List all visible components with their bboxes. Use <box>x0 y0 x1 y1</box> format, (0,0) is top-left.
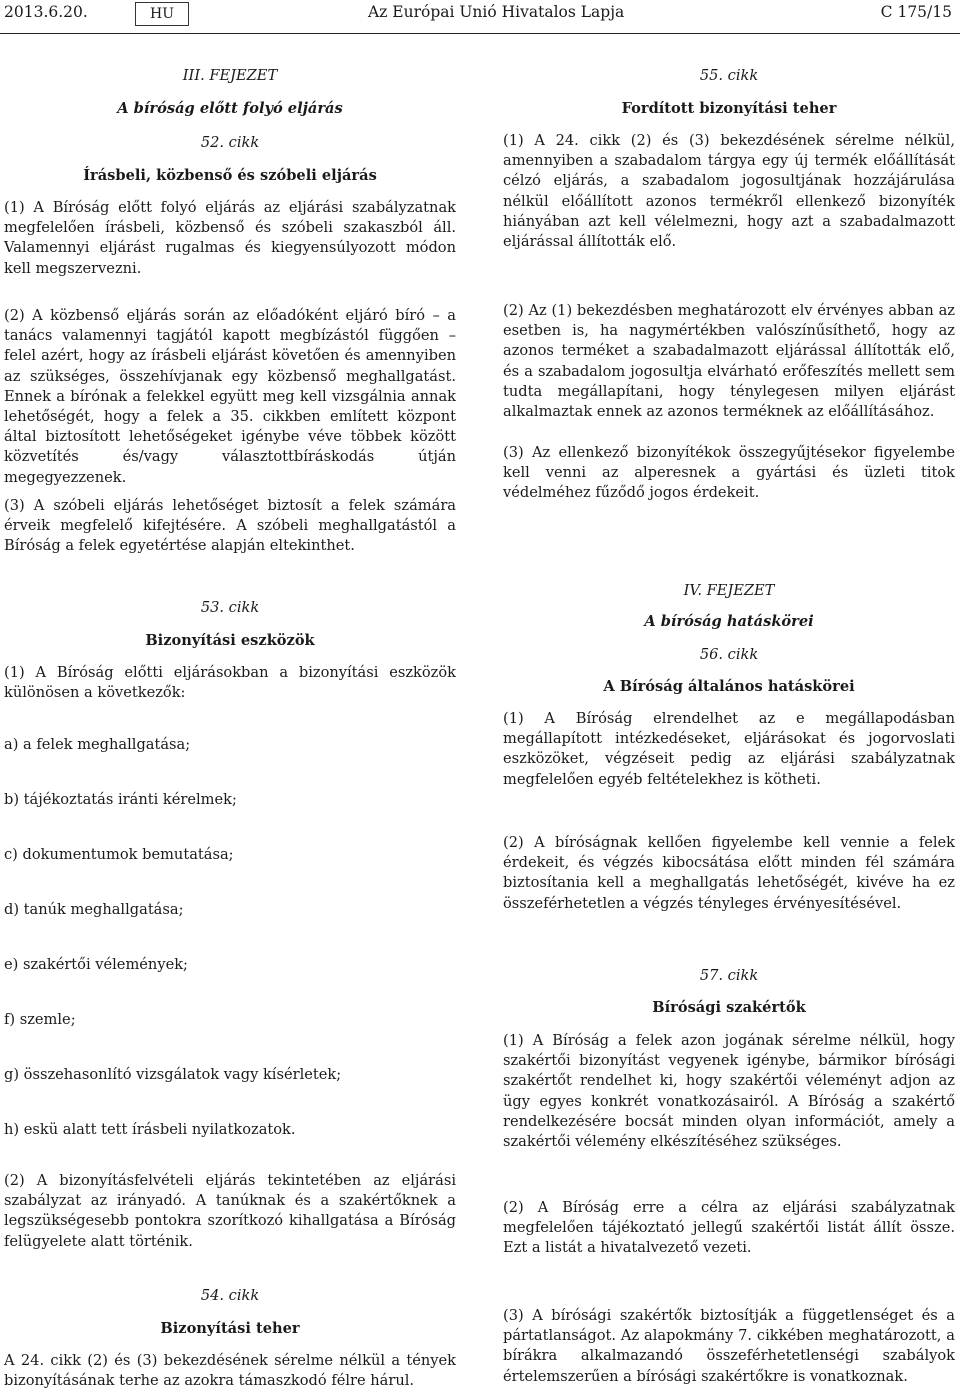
article-57-paragraph-1: (1) A Bíróság a felek azon jogának sérelme nélkül, hogy szakértői bizonyítást vegyenek igénybe, bármikor bírósági szakértőt rendelhet ki, hogy szakértői véleményt adjon az ügy egyes konkrét vonatkozásairól. A Bíróság a szakértő rendelkezésére bocsát minden olyan információt, amely a szakértői vélemény elkészítéséhez szükséges. <box>503 1032 955 1151</box>
article-55-number: 55. cikk <box>699 67 759 84</box>
list-item-e: e) szakértői vélemények; <box>4 956 188 973</box>
article-53-number: 53. cikk <box>200 599 260 616</box>
language-badge: HU <box>135 2 189 26</box>
chapter-4-title: A bíróság hatáskörei <box>644 613 814 630</box>
header-rule <box>0 33 960 34</box>
article-52-paragraph-2: (2) A közbenső eljárás során az előadóként eljáró bíró – a tanács valamennyi tagjától kapott megbízástól függően – felel azért, hogy az írásbeli eljárást követően és amennyiben az szükséges, összehívjanak egy közbenső meghallgatást. Ennek a bírónak a felekkel együtt meg kell vizsgálnia annak lehetőségét, hogy a felek a 35. cikkben említett központ által biztosított lehetőségeket igénybe véve többek között közvetítés és/vagy választottbíráskodás útján megegyezzenek. <box>4 307 456 486</box>
journal-title: Az Európai Unió Hivatalos Lapja <box>368 3 625 21</box>
issue-date: 2013.6.20. <box>4 3 88 21</box>
article-55-paragraph-2: (2) Az (1) bekezdésben meghatározott elv érvényes abban az esetben is, ha nagymértékben valószínűsíthető, hogy az azonos terméket a szabadalmazott eljárással állították elő, és a szabadalom jogosultja elvárható erőfeszítés mellett sem tudta megállapítani, hogy ténylegesen milyen eljárást alkalmaztak ennek az azonos terméknek az előállításához. <box>503 302 955 421</box>
article-57-paragraph-3: (3) A bírósági szakértők biztosítják a függetlenséget és a pártatlanságot. Az alapokmány 7. cikkében meghatározott, a bírákra alkalmazandó összeférhetetlenségi szabályok értelemszerűen a bírósági szakértőkre is vonatkoznak. <box>503 1307 955 1385</box>
article-55-title: Fordított bizonyítási teher <box>621 100 837 117</box>
article-54-paragraph-1: A 24. cikk (2) és (3) bekezdésének sérelme nélkül a tények bizonyításának terhe az azokra támaszkodó félre hárul. <box>4 1352 456 1390</box>
article-52-title: Írásbeli, közbenső és szóbeli eljárás <box>83 167 377 184</box>
article-54-title: Bizonyítási teher <box>160 1320 300 1337</box>
article-55-paragraph-1: (1) A 24. cikk (2) és (3) bekezdésének sérelme nélkül, amennyiben a szabadalom tárgya egy új termék előállítását célzó eljárás, a szabadalom jogosultjának hozzájárulása nélkül előállított azonos termékről ellenkező bizonyíték hiányában azt kell vélelmezni, hogy azt a szabadalmazott eljárással állították elő. <box>503 132 955 251</box>
article-56-number: 56. cikk <box>699 646 759 663</box>
article-57-paragraph-2: (2) A Bíróság erre a célra az eljárási szabályzatnak megfelelően tájékoztató jellegű szakértői listát állít össze. Ezt a listát a hivatalvezető vezeti. <box>503 1199 955 1257</box>
article-56-paragraph-1: (1) A Bíróság elrendelhet az e megállapodásban megállapított intézkedéseket, eljárásokat és jogorvoslati eszközöket, végzéseit pedig az eljárási szabályzatnak megfelelően egyéb feltételekhez is kötheti. <box>503 710 955 788</box>
list-item-f: f) szemle; <box>4 1011 76 1028</box>
article-56-title: A Bíróság általános hatáskörei <box>603 678 855 695</box>
article-57-number: 57. cikk <box>699 967 759 984</box>
list-item-c: c) dokumentumok bemutatása; <box>4 846 234 863</box>
article-53-title: Bizonyítási eszközök <box>145 632 315 649</box>
article-52-paragraph-3: (3) A szóbeli eljárás lehetőséget biztosít a felek számára érveik megfelelő kifejtésére. A szóbeli meghallgatástól a Bíróság a felek egyetértése alapján eltekinthet. <box>4 497 456 555</box>
article-52-paragraph-1: (1) A Bíróság előtt folyó eljárás az eljárási szabályzatnak megfelelően írásbeli, közbenső és szóbeli szakaszból áll. Valamennyi eljárást rugalmas és kiegyensúlyozott módon kell megszervezni. <box>4 199 456 277</box>
article-53-paragraph-2: (2) A bizonyításfelvételi eljárás tekintetében az eljárási szabályzat az irányadó. A tanúknak és a szakértőknek a legszükségesebb pontokra szorítkozó kihallgatása a Bíróság felügyelete alatt történik. <box>4 1172 456 1250</box>
page-reference: C 175/15 <box>880 3 952 21</box>
article-56-paragraph-2: (2) A bíróságnak kellően figyelembe kell vennie a felek érdekeit, és végzés kibocsátása előtt minden fél számára biztosítania kell a meghallgatás lehetőségét, kivéve ha ez összeférhetetlen a végzés tényleges érvényesítésével. <box>503 834 955 912</box>
chapter-4-heading: IV. FEJEZET <box>683 582 775 599</box>
article-52-number: 52. cikk <box>200 134 260 151</box>
journal-header <box>0 0 960 36</box>
article-57-title: Bírósági szakértők <box>652 999 806 1016</box>
list-item-d: d) tanúk meghallgatása; <box>4 901 184 918</box>
article-53-paragraph-1: (1) A Bíróság előtti eljárásokban a bizonyítási eszközök különösen a következők: <box>4 664 456 702</box>
article-54-number: 54. cikk <box>200 1287 260 1304</box>
article-55-paragraph-3: (3) Az ellenkező bizonyítékok összegyűjtésekor figyelembe kell venni az alperesnek a gyártási és üzleti titok védelméhez fűződő jogos érdekeit. <box>503 444 955 502</box>
chapter-heading: III. FEJEZET <box>182 67 278 84</box>
list-item-b: b) tájékoztatás iránti kérelmek; <box>4 791 237 808</box>
list-item-h: h) eskü alatt tett írásbeli nyilatkozatok. <box>4 1121 296 1138</box>
list-item-g: g) összehasonlító vizsgálatok vagy kísérletek; <box>4 1066 342 1083</box>
chapter-title: A bíróság előtt folyó eljárás <box>117 100 343 117</box>
list-item-a: a) a felek meghallgatása; <box>4 736 191 753</box>
